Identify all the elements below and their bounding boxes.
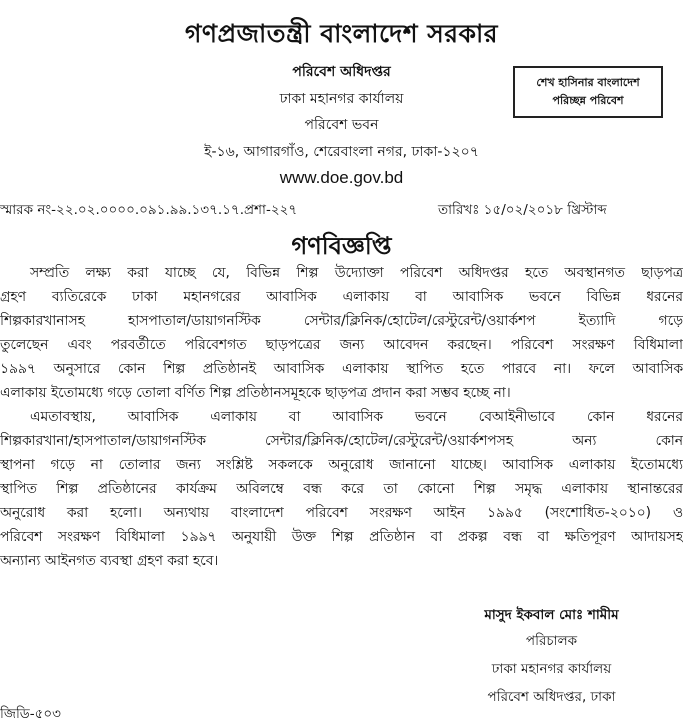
- body-line: গ্রহণ ব্যতিরেকে ঢাকা মহানগরের আবাসিক এলাকায় বা আবাসিক ভবনে বিভিন্ন ধরনের: [0, 289, 683, 305]
- body-line: স্থাপিত শিল্প প্রতিষ্ঠানের কার্যক্রম অবিলম্বে বন্ধ করে তা কোনো শিল্প সমৃদ্ধ এলাকায় স্থানান্তরের: [0, 481, 683, 497]
- signatory-designation: পরিচালক: [525, 633, 578, 649]
- body-line: স্থাপনা গড়ে না তোলার জন্য সংশ্লিষ্ট সকলকে অনুরোধ জানানো যাচ্ছে। আবাসিক এলাকায় ইতোমধ্যে: [0, 457, 683, 473]
- reference-code: জিডি-৫০৩: [0, 706, 61, 722]
- slogan-line-1: শেখ হাসিনার বাংলাদেশ: [536, 76, 640, 89]
- body-line: শিল্পকারখানা/হাসপাতাল/ডায়াগনস্টিক সেন্টার/ক্লিনিক/হোটেল/রেস্টুরেন্ট/ওয়ার্কশপসহ অন্য কোন: [0, 433, 683, 449]
- body-line: শিল্পকারখানাসহ হাসপাতাল/ডায়াগনস্টিক সেন্টার/ক্লিনিক/হোটেল/রেস্টুরেন্ট/ওয়ার্কশপ ইত্যাদি গড়ে: [0, 313, 683, 329]
- body-line: তুলেছেন এবং পরবর্তীতে পরিবেশগত ছাড়পত্রের জন্য আবেদন করছেন। পরিবেশ সংরক্ষণ বিধিমালা: [0, 337, 683, 353]
- office-name: ঢাকা মহানগর কার্যালয়: [279, 91, 404, 107]
- body-line: অনুরোধ করা হলো। অন্যথায় বাংলাদেশ পরিবেশ সংরক্ষণ আইন ১৯৯৫ (সংশোধিত-২০১০) ও: [0, 505, 683, 521]
- body-line: পরিবেশ সংরক্ষণ বিধিমালা ১৯৯৭ অনুযায়ী উক্ত শিল্প প্রতিষ্ঠান বা প্রকল্প বন্ধ বা ক্ষতিপূরণ আদায়সহ: [0, 529, 683, 545]
- signatory-office: ঢাকা মহানগর কার্যালয়: [491, 661, 612, 677]
- body-line: অন্যান্য আইনগত ব্যবস্থা গ্রহণ করা হবে।: [0, 553, 219, 569]
- body-line: সম্প্রতি লক্ষ্য করা যাচ্ছে যে, বিভিন্ন শিল্প উদ্যোক্তা পরিবেশ অধিদপ্তর হতে অবস্থানগত ছাড়পত্র: [30, 265, 683, 281]
- signatory-name: মাসুদ ইকবাল মোঃ শামীম: [484, 607, 619, 623]
- office-address: ই-১৬, আগারগাঁও, শেরেবাংলা নগর, ঢাকা-১২০৭: [204, 144, 479, 160]
- body-line: ১৯৯৭ অনুসারে কোন শিল্প প্রতিষ্ঠানই আবাসিক এলাকায় স্থাপিত হতে পারবে না। ফলে আবাসিক: [0, 361, 683, 377]
- body-line: এলাকায় ইতোমধ্যে গড়ে তোলা বর্ণিত শিল্প প্রতিষ্ঠানসমূহকে ছাড়পত্র প্রদান করা সম্ভব হচ্ছে না।: [0, 385, 511, 401]
- memo-number: স্মারক নং-২২.০২.০০০০.০৯১.৯৯.১৩৭.১৭.প্রশা-২২৭: [0, 202, 298, 218]
- notice-title: গণবিজ্ঞপ্তি: [291, 232, 392, 260]
- building-name: পরিবেশ ভবন: [304, 117, 379, 133]
- body-line: এমতাবস্থায়, আবাসিক এলাকায় বা আবাসিক ভবনে বেআইনীভাবে কোন ধরনের: [30, 409, 683, 425]
- slogan-line-2: পরিচ্ছন্ন পরিবেশ: [552, 94, 624, 107]
- department-name: পরিবেশ অধিদপ্তর: [292, 64, 391, 80]
- website-link[interactable]: www.doe.gov.bd: [279, 168, 404, 187]
- signatory-department: পরিবেশ অধিদপ্তর, ঢাকা: [487, 689, 616, 705]
- slogan-box: [513, 66, 663, 118]
- memo-date: তারিখঃ ১৫/০২/২০১৮ খ্রিস্টাব্দ: [438, 202, 607, 218]
- government-title: গণপ্রজাতন্ত্রী বাংলাদেশ সরকার: [185, 19, 498, 48]
